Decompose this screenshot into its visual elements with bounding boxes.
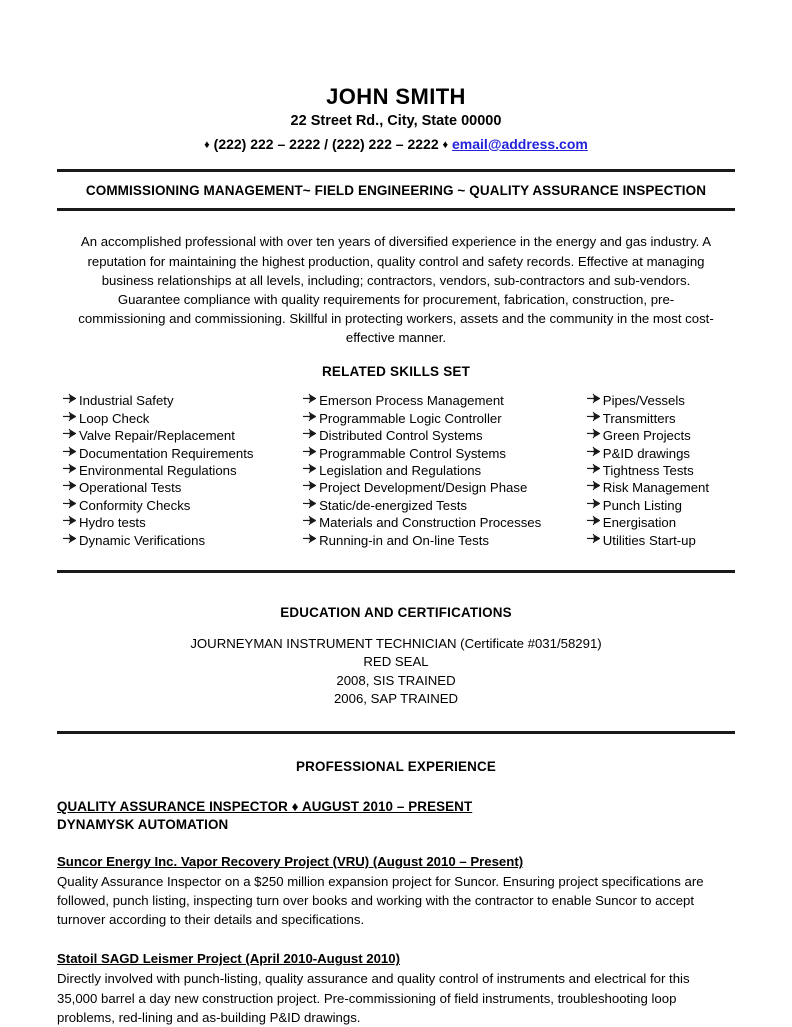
- skill-label: Loop Check: [79, 410, 150, 426]
- list-item: [303, 427, 582, 444]
- arrow-bullet-icon: [587, 498, 603, 509]
- skill-label: Valve Repair/Replacement: [79, 428, 235, 444]
- skill-label: Operational Tests: [79, 480, 182, 496]
- resume-content: [57, 0, 735, 1027]
- skill-label: Risk Management: [602, 480, 710, 496]
- skills-section-title: RELATED SKILLS SET: [321, 364, 471, 380]
- project-heading: Suncor Energy Inc. Vapor Recovery Project (VRU) (August 2010 – Present): [57, 854, 524, 869]
- education-line: JOURNEYMAN INSTRUMENT TECHNICIAN (Certificate #031/58291): [190, 636, 602, 652]
- arrow-bullet-icon: [303, 411, 319, 422]
- arrow-bullet-icon: [63, 498, 79, 509]
- education-line: 2008, SIS TRAINED: [336, 672, 456, 688]
- arrow-bullet-icon: [587, 533, 603, 544]
- skill-label: Environmental Regulations: [79, 463, 237, 479]
- list-item: [587, 532, 735, 549]
- skill-label: Legislation and Regulations: [319, 463, 482, 479]
- arrow-bullet-icon: [587, 428, 603, 439]
- divider-above-experience: [57, 731, 735, 734]
- list-item: [303, 532, 582, 549]
- arrow-bullet-icon: [303, 463, 319, 474]
- email-link[interactable]: email@address.com: [452, 135, 588, 152]
- list-item: [303, 497, 582, 514]
- education-line: 2006, SAP TRAINED: [333, 690, 459, 706]
- skills-column-1: [57, 392, 302, 549]
- list-item: [303, 462, 582, 479]
- arrow-bullet-icon: [63, 533, 79, 544]
- arrow-bullet-icon: [63, 463, 79, 474]
- skill-label: Industrial Safety: [79, 393, 174, 409]
- arrow-bullet-icon: [63, 411, 79, 422]
- skill-label: Utilities Start-up: [602, 532, 696, 548]
- arrow-bullet-icon: [303, 393, 319, 404]
- arrow-bullet-icon: [303, 515, 319, 526]
- skills-columns: [57, 392, 735, 549]
- skill-label: P&ID drawings: [602, 445, 691, 461]
- list-item: [587, 479, 735, 496]
- list-item: [587, 445, 735, 462]
- skill-label: Energisation: [602, 515, 677, 531]
- job-title: QUALITY ASSURANCE INSPECTOR ♦ AUGUST 2010 – PRESENT: [57, 799, 473, 814]
- skill-label: Documentation Requirements: [79, 445, 254, 461]
- arrow-bullet-icon: [63, 515, 79, 526]
- summary-paragraph: An accomplished professional with over ten years of diversified experience in the energy and gas industry. A reputation for maintaining the highest production, quality control and safety records. Effective at managing business relationships at all levels, including; contractors, vendors, sub-contractors and sub-vendors. Guarantee compliance with quality requirements for procurement, fabrication, construction, pre-commissioning and commissioning. Skillful in protecting workers, assets and the community in the most cost-effective manner.: [78, 234, 714, 346]
- arrow-bullet-icon: [63, 428, 79, 439]
- skills-column-2: [302, 392, 582, 549]
- experience-section-title: PROFESSIONAL EXPERIENCE: [295, 759, 497, 774]
- arrow-bullet-icon: [63, 393, 79, 404]
- arrow-bullet-icon: [587, 411, 603, 422]
- arrow-bullet-icon: [587, 463, 603, 474]
- arrow-bullet-icon: [587, 515, 603, 526]
- skill-label: Hydro tests: [79, 515, 146, 531]
- contact-line: [57, 136, 735, 153]
- list-item: [63, 445, 302, 462]
- skill-label: Emerson Process Management: [319, 393, 504, 409]
- diamond-icon-right: ♦: [442, 138, 449, 151]
- project-entry: [57, 853, 735, 929]
- skill-label: Tightness Tests: [602, 463, 694, 479]
- project-entry: [57, 950, 735, 1026]
- skills-column-3: [582, 392, 735, 549]
- arrow-bullet-icon: [303, 428, 319, 439]
- list-item: [587, 497, 735, 514]
- skill-label: Green Projects: [602, 428, 691, 444]
- job-entry: [57, 774, 735, 832]
- arrow-bullet-icon: [303, 533, 319, 544]
- list-item: [303, 514, 582, 531]
- list-item: [303, 479, 582, 496]
- list-item: [63, 427, 302, 444]
- arrow-bullet-icon: [63, 446, 79, 457]
- list-item: [63, 532, 302, 549]
- project-description: Directly involved with punch-listing, quality assurance and quality control of instruments and electrical for this 35,000 barrel a day new construction project. Pre-commissioning of field instruments, troubleshooting loop problems, red-lining and as-building P&ID drawings.: [57, 971, 690, 1025]
- education-section-title: EDUCATION AND CERTIFICATIONS: [280, 605, 512, 621]
- arrow-bullet-icon: [303, 446, 319, 457]
- divider-under-headline: [57, 208, 735, 211]
- project-description: Quality Assurance Inspector on a $250 million expansion project for Suncor. Ensuring project specifications are followed, punch listing, inspecting turn over books and working with the contractor to enable Suncor to accept turnover according to their details and specifications.: [57, 874, 704, 928]
- address-line: 22 Street Rd., City, State 00000: [290, 113, 502, 130]
- arrow-bullet-icon: [587, 446, 603, 457]
- arrow-bullet-icon: [587, 393, 603, 404]
- list-item: [63, 514, 302, 531]
- skill-label: Transmitters: [602, 410, 676, 426]
- list-item: [303, 445, 582, 462]
- list-item: [587, 462, 735, 479]
- project-heading: Statoil SAGD Leismer Project (April 2010-August 2010): [57, 951, 400, 967]
- job-company: DYNAMYSK AUTOMATION: [57, 817, 229, 832]
- list-item: [63, 479, 302, 496]
- arrow-bullet-icon: [303, 480, 319, 491]
- skill-label: Programmable Control Systems: [319, 445, 507, 461]
- professional-headline: COMMISSIONING MANAGEMENT~ FIELD ENGINEERING ~ QUALITY ASSURANCE INSPECTION: [85, 183, 707, 199]
- list-item: [63, 392, 302, 409]
- skill-label: Punch Listing: [602, 497, 682, 513]
- arrow-bullet-icon: [63, 480, 79, 491]
- diamond-icon-left: ♦: [204, 138, 210, 151]
- list-item: [587, 427, 735, 444]
- list-item: [587, 392, 735, 409]
- skill-label: Distributed Control Systems: [319, 428, 483, 444]
- list-item: [63, 497, 302, 514]
- list-item: [63, 462, 302, 479]
- skill-label: Conformity Checks: [79, 497, 191, 513]
- phone-numbers: (222) 222 – 2222 / (222) 222 – 2222: [213, 135, 439, 152]
- list-item: [63, 410, 302, 427]
- list-item: [587, 410, 735, 427]
- education-line: RED SEAL: [363, 654, 429, 670]
- divider-above-education: [57, 570, 735, 573]
- list-item: [303, 410, 582, 427]
- skill-label: Running-in and On-line Tests: [319, 532, 489, 548]
- skill-label: Pipes/Vessels: [602, 393, 685, 409]
- education-details: [57, 635, 735, 708]
- skill-label: Static/de-energized Tests: [319, 497, 467, 513]
- page-title: JOHN SMITH: [326, 84, 466, 109]
- skill-label: Project Development/Design Phase: [319, 480, 528, 496]
- skill-label: Dynamic Verifications: [79, 532, 206, 548]
- arrow-bullet-icon: [303, 498, 319, 509]
- arrow-bullet-icon: [587, 480, 603, 491]
- list-item: [587, 514, 735, 531]
- skill-label: Materials and Construction Processes: [319, 515, 542, 531]
- skill-label: Programmable Logic Controller: [319, 410, 502, 426]
- list-item: [303, 392, 582, 409]
